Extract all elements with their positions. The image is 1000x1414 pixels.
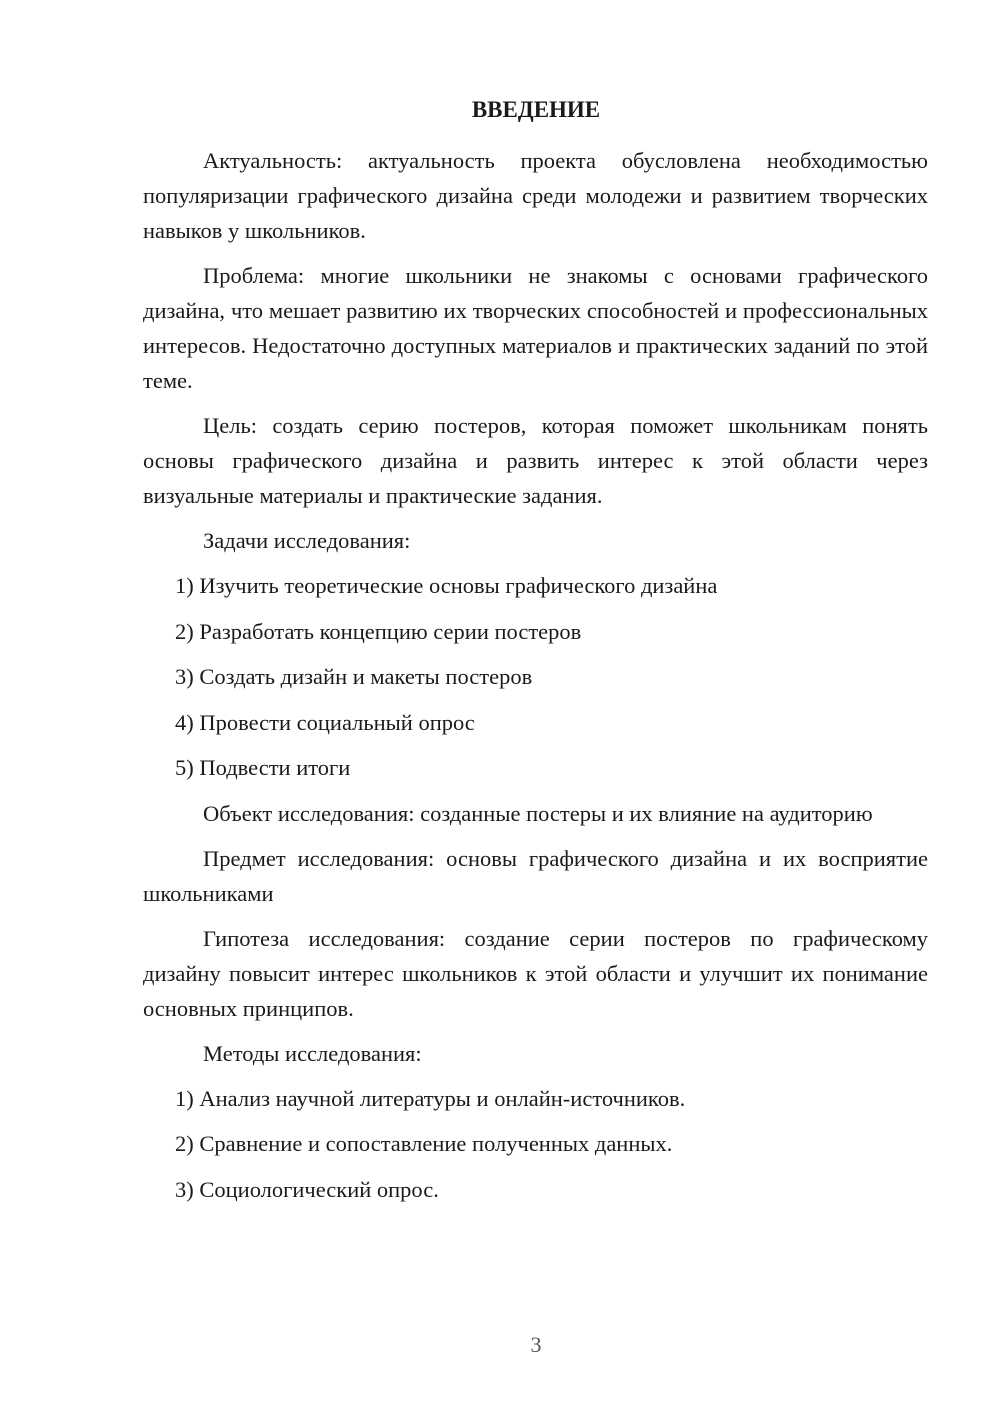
document-title: ВВЕДЕНИЕ xyxy=(471,97,601,122)
list-item: 5) Подвести итоги xyxy=(175,755,351,780)
paragraph-relevance: Актуальность: актуальность проекта обусловлена необходимостью популяризации графического дизайна среди молодежи и развитием творческих навыков у школьников. xyxy=(143,148,928,243)
document-body xyxy=(143,143,928,1217)
list-item: 1) Изучить теоретические основы графического дизайна xyxy=(175,573,718,598)
paragraph-goal: Цель: создать серию постеров, которая поможет школьникам понять основы графического дизайна и развить интерес к этой области через визуальные материалы и практические задания. xyxy=(143,413,928,508)
list-item: 2) Разработать концепцию серии постеров xyxy=(175,618,582,644)
list-item: 2) Сравнение и сопоставление полученных данных. xyxy=(175,1131,673,1156)
list-item: 3) Социологический опрос. xyxy=(175,1176,439,1202)
list-item: 1) Анализ научной литературы и онлайн-источников. xyxy=(175,1085,686,1111)
paragraph-problem: Проблема: многие школьники не знакомы с основами графического дизайна, что мешает развитию их творческих способностей и профессиональных интересов. Недостаточно доступных материалов и практических заданий по этой теме. xyxy=(143,263,928,393)
tasks-heading: Задачи исследования: xyxy=(203,528,411,553)
page-number: 3 xyxy=(530,1332,542,1357)
list-item: 3) Создать дизайн и макеты постеров xyxy=(175,664,533,689)
tasks-list xyxy=(143,568,928,785)
paragraph-subject: Предмет исследования: основы графического дизайна и их восприятие школьниками xyxy=(143,845,928,906)
methods-list xyxy=(143,1081,928,1207)
list-item: 4) Провести социальный опрос xyxy=(175,709,475,735)
paragraph-hypothesis: Гипотеза исследования: создание серии постеров по графическому дизайну повысит интерес школьников к этой области и улучшит их понимание основных принципов. xyxy=(143,925,928,1021)
paragraph-object: Объект исследования: созданные постеры и их влияние на аудиторию xyxy=(203,800,873,826)
methods-heading: Методы исследования: xyxy=(203,1040,422,1066)
